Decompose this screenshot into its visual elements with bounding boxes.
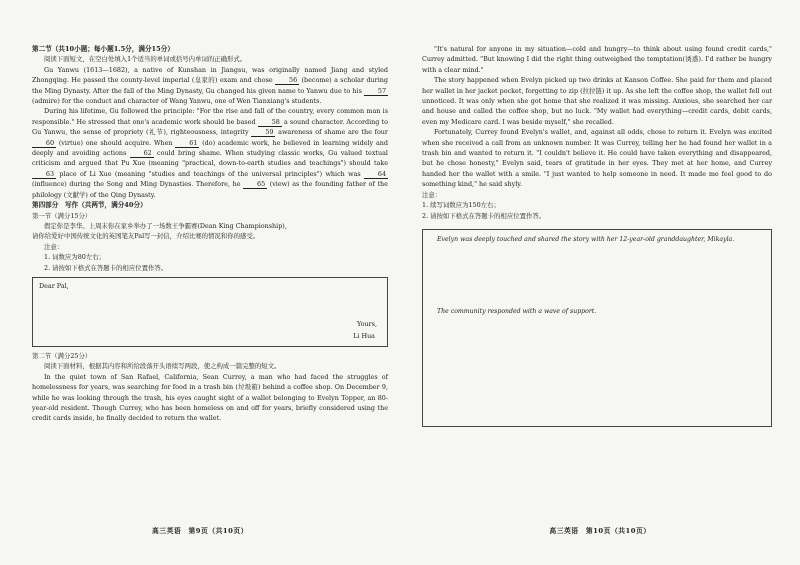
- blank-63[interactable]: 63: [32, 170, 56, 179]
- blank-58[interactable]: 58: [258, 118, 282, 127]
- story-paragraph-2: "It's natural for anyone in my situation—cold and hungry—to think about using found credit cards," Currey admitted. "But knowing I did the right thing outweighed the temptation(诱惑). I'd rather be hungry with a clear mind.": [422, 45, 772, 74]
- story-paragraph-4: Fortunately, Currey found Evelyn's wallet, and, against all odds, chose to return it. Evelyn was excited when she received a call from an unknown number. It was Currey, telling her he had found her wallet in a trash bin and wanted to return it. "I couldn't believe it. He could have taken everything and disappeared, but he chose honesty," Evelyn said, tears of gratitude in her eyes. They met at her home, and Currey handed her the wallet with a smile. "I just wanted to help someone in need. It made me feel good to do something kind," he said shyly.: [422, 128, 772, 189]
- notes-label: 注意：: [44, 242, 64, 251]
- passage-text: place of Li Xue (meaning "studies and teachings of the universal principles") which was: [59, 169, 361, 178]
- passage-text: During his lifetime, Gu followed the principle: "For the rise and fall of the country, every common man is responsible." He stressed that one's academic work should be based: [32, 107, 388, 126]
- passage-text: (view) as the founding father of the philology (文献学) of the Qing Dynasty.: [32, 180, 388, 199]
- writing-section2-title: 第二节（满分25分）: [32, 351, 92, 360]
- passage-text: could bring shame. When studying classic works, Gu valued textual criticism and argued that Pu Xue (meaning "practical, down-to-earth studies and teachings") should take: [32, 149, 388, 168]
- continuation-paragraph-1-opening: Evelyn was deeply touched and shared the story with her 12-year-old granddaughter, Mikayla.: [437, 235, 735, 243]
- passage-text: awareness of shame are the four: [278, 128, 388, 137]
- continuation-answer-box[interactable]: [422, 229, 772, 427]
- page-footer: 高三英语 第9页（共10页）: [152, 527, 248, 535]
- page-footer: 高三英语 第10页（共10页）: [549, 527, 651, 535]
- note-2: 2. 请按如下格式在答题卡的相应位置作答。: [422, 211, 546, 220]
- passage-text: a sound character. According to Gu Yanwu, the sense of propriety (礼节), righteousness, integrity: [32, 117, 388, 137]
- notes-label: 注意：: [422, 190, 442, 199]
- right-page: [400, 0, 800, 565]
- passage-text: (virtue) one should acquire. When: [58, 138, 173, 147]
- section2-title: 第二节（共10小题；每小题1.5分，满分15分）: [32, 45, 174, 53]
- note-1: 1. 续写词数应为150左右；: [422, 201, 500, 210]
- continuation-paragraph-2-opening: The community responded with a wave of support.: [437, 307, 597, 315]
- blank-61[interactable]: 61: [175, 139, 199, 148]
- passage-text: Gu Yanwu (1613—1682), a native of Kunshan in Jiangsu, was originally named Jiang and styled Zhongqing. He passed the county-level imperial (皇家的) exam and chose: [32, 65, 388, 85]
- passage-text: (influence) during the Song and Ming Dynasties. Therefore, he: [32, 180, 241, 189]
- part4-title: 第四部分 写作（共两节，满分40分）: [32, 201, 147, 210]
- writing-section2-instruction: 阅读下面材料，根据其内容和所给段落开头语续写两段，使之构成一篇完整的短文。: [44, 362, 281, 371]
- blank-60[interactable]: 60: [32, 139, 56, 148]
- letter-closing: Yours,: [357, 319, 377, 328]
- instruction: 阅读下面短文，在空白处填入1个适当的单词或括号内单词的正确形式。: [44, 55, 247, 64]
- blank-65[interactable]: 65: [243, 180, 267, 189]
- passage-text: (admire) for the conduct and character of Wang Yanwu, one of Wen Tianxiang's students.: [32, 97, 322, 106]
- story-paragraph-3: The story happened when Evelyn picked up two drinks at Kanson Coffee. She paid for them and placed her wallet in her jacket pocket, forgetting to zip (拉拉链) it up. As she left the coffee shop, the wallet fell out unnoticed. It was only when she got home that she realized it was missing. Anxious, she searched her car and house and called the coffee shop, but no luck. "My wallet had everything—credit cards, debit cards, even my Medicare card. I was beside myself," she recalled.: [422, 76, 772, 126]
- writing-section1-prompt-1: 假定你是李华。上周末你在家乡举办了一场数王争霸赛(Dean King Championship)，: [44, 221, 292, 230]
- blank-56[interactable]: 56: [275, 76, 299, 85]
- letter-signature: Li Hua: [353, 331, 375, 340]
- note-2: 2. 请按如下格式在答题卡的相应位置作答。: [44, 263, 168, 272]
- passage-text: (do) academic work, he believed in learning widely and deeply and avoiding actions: [32, 138, 388, 158]
- story-paragraph-1: In the quiet town of San Rafael, California, Sean Currey, a man who had faced the struggles of homelessness for years, was searching for food in a trash bin (垃圾箱) behind a coffee shop. On December 9, while he was looking through the trash, his eyes caught sight of a wallet belonging to Evelyn Topper, an 80-year-old resident. Though Currey, who has been homeless on and off for years, briefly considered using the credit cards inside, he finally decided to return the wallet.: [32, 372, 388, 423]
- blank-64[interactable]: 64: [364, 170, 388, 179]
- writing-section1-title: 第一节（满分15分）: [32, 211, 92, 220]
- passage-text: (become) a scholar during the Ming Dynasty. After the fall of the Ming Dynasty, Gu changed his given name to Yanwu due to his: [32, 76, 388, 95]
- writing-section1-prompt-2: 请你给爱好中国传统文化的英国笔友Pal写一封信，介绍比赛的情况和你的感受。: [32, 232, 260, 241]
- passage-paragraph-1: [32, 65, 388, 107]
- letter-greeting: Dear Pal,: [39, 281, 69, 290]
- blank-57[interactable]: 57: [364, 87, 388, 96]
- blank-59[interactable]: 59: [251, 128, 275, 137]
- note-1: 1. 词数应为80左右；: [44, 253, 105, 262]
- letter-answer-box[interactable]: [32, 277, 388, 347]
- blank-62[interactable]: 62: [130, 149, 154, 158]
- passage-paragraph-2: [32, 106, 388, 200]
